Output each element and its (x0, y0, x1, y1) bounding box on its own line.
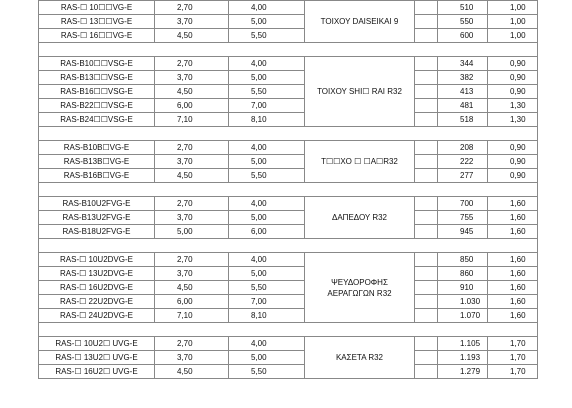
capacity-cool-cell: 6,00 (155, 99, 229, 113)
model-cell: RAS-B16☐☐VSG-E (39, 85, 155, 99)
capacity-cool-cell: 4,50 (155, 365, 229, 379)
value-cell: 1,30 (488, 99, 538, 113)
model-cell: RAS-☐ 13☐☐VG-E (39, 15, 155, 29)
model-cell: RAS-☐ 22U2DVG-E (39, 295, 155, 309)
capacity-cool-cell: 2,70 (155, 253, 229, 267)
category-cell: Τ☐☐ΧΟ ☐ ☐A☐R32 (305, 141, 415, 183)
value-cell: 1,60 (488, 281, 538, 295)
capacity-heat-cell: 6,00 (229, 225, 305, 239)
table-row (39, 113, 538, 127)
capacity-heat-cell: 5,00 (229, 155, 305, 169)
capacity-heat-cell: 4,00 (229, 57, 305, 71)
capacity-cool-cell: 7,10 (155, 113, 229, 127)
value-cell: 0,90 (488, 57, 538, 71)
capacity-heat-cell: 4,00 (229, 1, 305, 15)
capacity-cool-cell: 3,70 (155, 71, 229, 85)
value-cell: 1,00 (488, 15, 538, 29)
model-cell: RAS-☐ 13U2☐ UVG-E (39, 351, 155, 365)
price-cell: 945 (438, 225, 488, 239)
empty-cell (415, 169, 438, 183)
capacity-heat-cell: 5,00 (229, 71, 305, 85)
empty-cell (415, 113, 438, 127)
price-cell: 550 (438, 15, 488, 29)
price-cell: 208 (438, 141, 488, 155)
table-row (39, 99, 538, 113)
capacity-heat-cell: 4,00 (229, 337, 305, 351)
separator-cell (39, 239, 538, 253)
capacity-heat-cell: 7,00 (229, 295, 305, 309)
value-cell: 1,00 (488, 1, 538, 15)
capacity-heat-cell: 5,00 (229, 351, 305, 365)
capacity-heat-cell: 4,00 (229, 197, 305, 211)
price-cell: 1.070 (438, 309, 488, 323)
table-row (39, 29, 538, 43)
value-cell: 1,60 (488, 225, 538, 239)
empty-cell (415, 155, 438, 169)
price-table-body (39, 1, 538, 379)
value-cell: 1,60 (488, 253, 538, 267)
category-cell: ΨΕΥΔΟΡΟΦΗΣ ΑΕΡΑΓΩΓΩΝ R32 (305, 253, 415, 323)
table-row (39, 211, 538, 225)
value-cell: 0,90 (488, 155, 538, 169)
table-row (39, 57, 538, 71)
separator-cell (39, 183, 538, 197)
empty-cell (415, 29, 438, 43)
price-cell: 510 (438, 1, 488, 15)
price-cell: 413 (438, 85, 488, 99)
capacity-cool-cell: 3,70 (155, 15, 229, 29)
price-cell: 910 (438, 281, 488, 295)
table-row (39, 85, 538, 99)
capacity-heat-cell: 5,50 (229, 29, 305, 43)
empty-cell (415, 1, 438, 15)
capacity-cool-cell: 2,70 (155, 1, 229, 15)
price-cell: 850 (438, 253, 488, 267)
model-cell: RAS-☐ 16U2☐ UVG-E (39, 365, 155, 379)
group-separator-row (39, 127, 538, 141)
table-row (39, 71, 538, 85)
capacity-cool-cell: 7,10 (155, 309, 229, 323)
table-row (39, 351, 538, 365)
capacity-heat-cell: 5,50 (229, 85, 305, 99)
model-cell: RAS-B13☐☐VSG-E (39, 71, 155, 85)
capacity-cool-cell: 4,50 (155, 281, 229, 295)
category-cell: ΤΟΙΧΟΥ DAISEIKAI 9 (305, 1, 415, 43)
value-cell: 0,90 (488, 169, 538, 183)
empty-cell (415, 15, 438, 29)
table-row (39, 295, 538, 309)
model-cell: RAS-B13U2FVG-E (39, 211, 155, 225)
capacity-heat-cell: 5,50 (229, 365, 305, 379)
table-row (39, 169, 538, 183)
model-cell: RAS-☐ 10U2☐ UVG-E (39, 337, 155, 351)
price-cell: 1.279 (438, 365, 488, 379)
empty-cell (415, 267, 438, 281)
capacity-cool-cell: 4,50 (155, 85, 229, 99)
value-cell: 1,60 (488, 197, 538, 211)
value-cell: 1,30 (488, 113, 538, 127)
capacity-heat-cell: 5,00 (229, 211, 305, 225)
empty-cell (415, 253, 438, 267)
table-row (39, 197, 538, 211)
price-cell: 860 (438, 267, 488, 281)
price-cell: 222 (438, 155, 488, 169)
value-cell: 1,70 (488, 351, 538, 365)
empty-cell (415, 309, 438, 323)
table-row (39, 253, 538, 267)
value-cell: 1,70 (488, 365, 538, 379)
value-cell: 1,60 (488, 211, 538, 225)
table-row (39, 337, 538, 351)
capacity-heat-cell: 7,00 (229, 99, 305, 113)
table-row (39, 365, 538, 379)
value-cell: 0,90 (488, 141, 538, 155)
model-cell: RAS-B22☐☐VSG-E (39, 99, 155, 113)
price-cell: 1.193 (438, 351, 488, 365)
capacity-cool-cell: 2,70 (155, 141, 229, 155)
empty-cell (415, 85, 438, 99)
capacity-heat-cell: 5,50 (229, 169, 305, 183)
value-cell: 1,00 (488, 29, 538, 43)
empty-cell (415, 99, 438, 113)
price-cell: 700 (438, 197, 488, 211)
capacity-heat-cell: 5,00 (229, 267, 305, 281)
capacity-cool-cell: 3,70 (155, 211, 229, 225)
value-cell: 1,60 (488, 267, 538, 281)
capacity-cool-cell: 4,50 (155, 29, 229, 43)
separator-cell (39, 127, 538, 141)
empty-cell (415, 281, 438, 295)
model-cell: RAS-☐ 10U2DVG-E (39, 253, 155, 267)
capacity-cool-cell: 4,50 (155, 169, 229, 183)
group-separator-row (39, 323, 538, 337)
model-cell: RAS-B10☐☐VSG-E (39, 57, 155, 71)
value-cell: 0,90 (488, 85, 538, 99)
model-cell: RAS-☐ 13U2DVG-E (39, 267, 155, 281)
capacity-cool-cell: 2,70 (155, 197, 229, 211)
group-separator-row (39, 43, 538, 57)
category-cell: ΚΑΣΕΤΑ R32 (305, 337, 415, 379)
capacity-heat-cell: 4,00 (229, 141, 305, 155)
empty-cell (415, 197, 438, 211)
capacity-heat-cell: 4,00 (229, 253, 305, 267)
price-table (38, 0, 538, 379)
empty-cell (415, 337, 438, 351)
empty-cell (415, 211, 438, 225)
category-cell: ΔΑΠΕΔΟΥ R32 (305, 197, 415, 239)
empty-cell (415, 365, 438, 379)
model-cell: RAS-B13B☐VG-E (39, 155, 155, 169)
table-row (39, 1, 538, 15)
capacity-cool-cell: 3,70 (155, 155, 229, 169)
price-cell: 600 (438, 29, 488, 43)
separator-cell (39, 43, 538, 57)
table-row (39, 281, 538, 295)
model-cell: RAS-☐ 24U2DVG-E (39, 309, 155, 323)
capacity-cool-cell: 2,70 (155, 337, 229, 351)
model-cell: RAS-B10B☐VG-E (39, 141, 155, 155)
capacity-heat-cell: 5,00 (229, 15, 305, 29)
table-row (39, 141, 538, 155)
model-cell: RAS-B16B☐VG-E (39, 169, 155, 183)
model-cell: RAS-B18U2FVG-E (39, 225, 155, 239)
capacity-heat-cell: 8,10 (229, 309, 305, 323)
capacity-cool-cell: 3,70 (155, 267, 229, 281)
model-cell: RAS-☐ 16☐☐VG-E (39, 29, 155, 43)
table-row (39, 225, 538, 239)
capacity-cool-cell: 5,00 (155, 225, 229, 239)
capacity-heat-cell: 5,50 (229, 281, 305, 295)
price-cell: 518 (438, 113, 488, 127)
empty-cell (415, 295, 438, 309)
price-cell: 382 (438, 71, 488, 85)
model-cell: RAS-☐ 16U2DVG-E (39, 281, 155, 295)
price-cell: 481 (438, 99, 488, 113)
capacity-cool-cell: 2,70 (155, 57, 229, 71)
price-cell: 1.105 (438, 337, 488, 351)
price-cell: 344 (438, 57, 488, 71)
table-row (39, 15, 538, 29)
value-cell: 1,70 (488, 337, 538, 351)
group-separator-row (39, 183, 538, 197)
price-cell: 755 (438, 211, 488, 225)
value-cell: 1,60 (488, 309, 538, 323)
category-cell: ΤΟΙΧΟΥ SHI☐ RAI R32 (305, 57, 415, 127)
value-cell: 1,60 (488, 295, 538, 309)
empty-cell (415, 141, 438, 155)
group-separator-row (39, 239, 538, 253)
price-cell: 277 (438, 169, 488, 183)
model-cell: RAS-B10U2FVG-E (39, 197, 155, 211)
price-cell: 1.030 (438, 295, 488, 309)
empty-cell (415, 351, 438, 365)
model-cell: RAS-B24☐☐VSG-E (39, 113, 155, 127)
table-row (39, 309, 538, 323)
empty-cell (415, 57, 438, 71)
separator-cell (39, 323, 538, 337)
capacity-cool-cell: 6,00 (155, 295, 229, 309)
empty-cell (415, 71, 438, 85)
model-cell: RAS-☐ 10☐☐VG-E (39, 1, 155, 15)
value-cell: 0,90 (488, 71, 538, 85)
table-row (39, 267, 538, 281)
empty-cell (415, 225, 438, 239)
table-row (39, 155, 538, 169)
capacity-heat-cell: 8,10 (229, 113, 305, 127)
capacity-cool-cell: 3,70 (155, 351, 229, 365)
